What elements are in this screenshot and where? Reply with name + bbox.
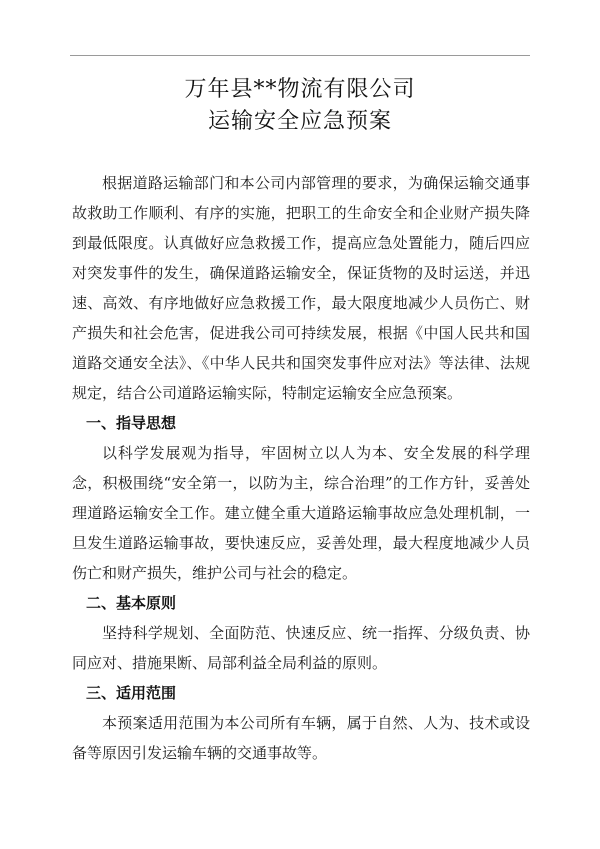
section-body-scope: 本预案适用范围为本公司所有车辆，属于自然、人为、技术或设备等原因引发运输车辆的交通事故等。 bbox=[72, 714, 530, 762]
document-body bbox=[72, 168, 530, 768]
section-body-basic-principles: 坚持科学规划、全面防范、快速反应、统一指挥、分级负责、协同应对、措施果断、局部利益全局利益的原则。 bbox=[72, 624, 530, 672]
intro-paragraph: 根据道路运输部门和本公司内部管理的要求，为确保运输交通事故救助工作顺利、有序的实施，把职工的生命安全和企业财产损失降到最低限度。认真做好应急救援工作，提高应急处置能力，随后四应对突发事件的发生，确保道路运输安全，保证货物的及时运送，并迅速、高效、有序地做好应急救援工作，最大限度地减少人员伤亡、财产损失和社会危害，促进我公司可持续发展，根据《中国人民共和国道路交通安全法》、《中华人民共和国突发事件应对法》等法律、法规规定，结合公司道路运输实际，特制定运输安全应急预案。 bbox=[72, 174, 530, 402]
section-body-guiding-ideology: 以科学发展观为指导，牢固树立以人为本、安全发展的科学理念，积极围绕“安全第一，以防为主，综合治理”的工作方针，妥善处理道路运输安全工作。建立健全重大道路运输事故应急处理机制，一旦发生道路运输事故，要快速反应，妥善处理，最大程度地减少人员伤亡和财产损失，维护公司与社会的稳定。 bbox=[72, 444, 530, 582]
header-rule bbox=[70, 55, 530, 56]
document-title-plan: 运输安全应急预案 bbox=[207, 109, 392, 134]
section-heading-guiding-ideology: 一、指导思想 bbox=[86, 414, 177, 432]
document-title-company: 万年县**物流有限公司 bbox=[184, 77, 416, 102]
section-heading-scope: 三、适用范围 bbox=[86, 684, 177, 702]
section-heading-basic-principles: 二、基本原则 bbox=[86, 594, 177, 612]
